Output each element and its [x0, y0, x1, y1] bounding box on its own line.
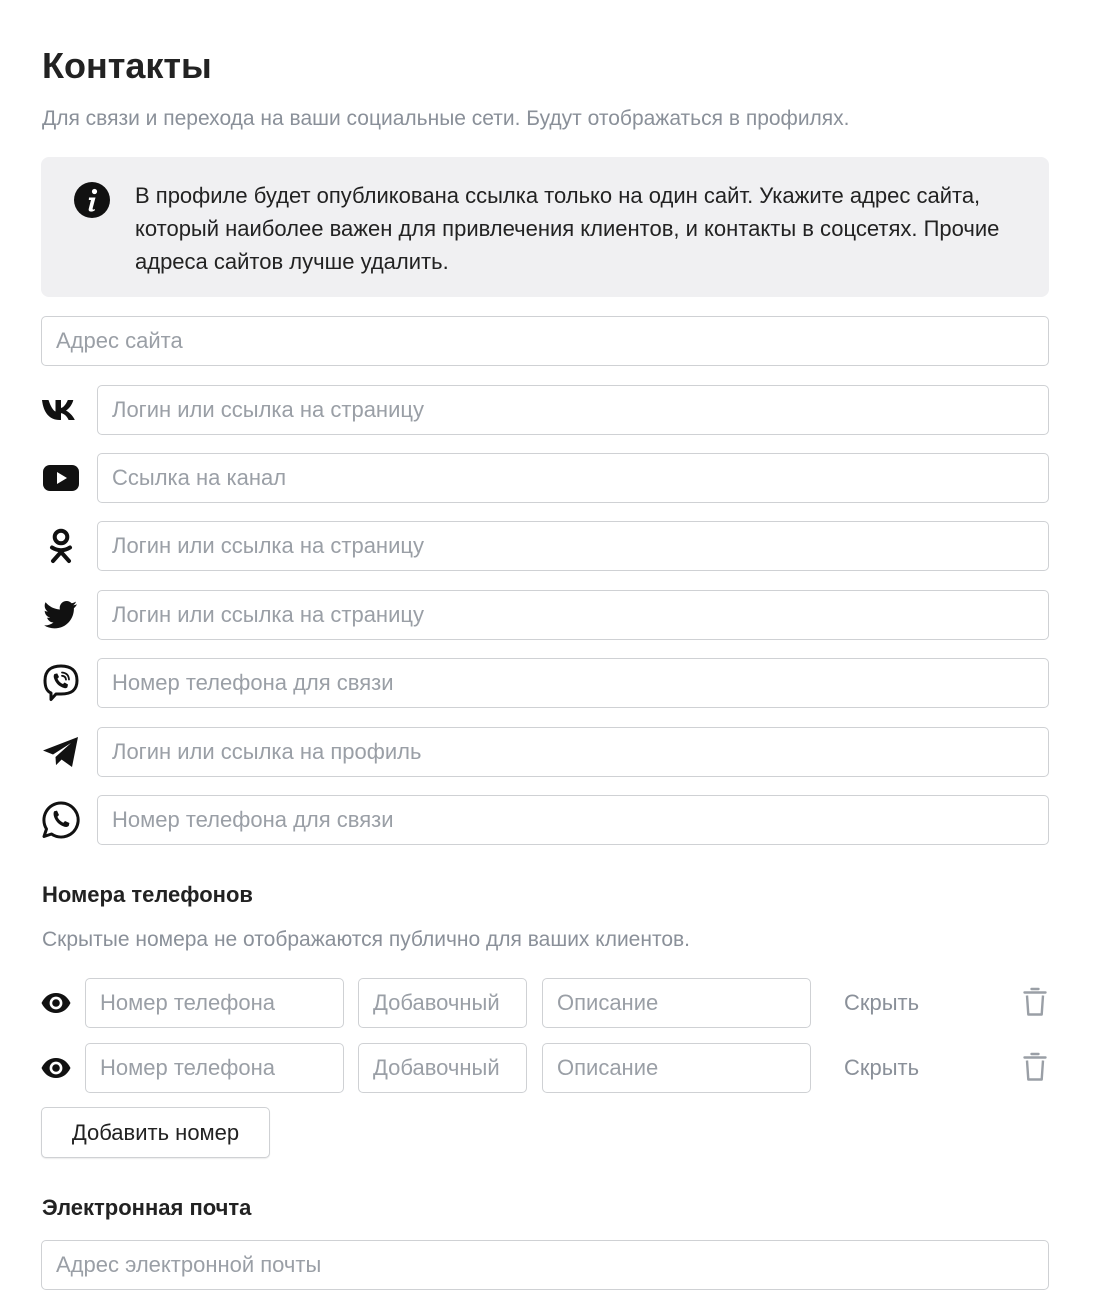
whatsapp-input[interactable] [97, 795, 1049, 845]
telegram-icon [40, 731, 82, 773]
phone-description-input[interactable] [542, 1043, 811, 1093]
vk-icon [40, 389, 82, 431]
whatsapp-icon [40, 799, 82, 841]
phone-extension-input[interactable] [358, 1043, 527, 1093]
eye-icon[interactable] [38, 1050, 74, 1086]
twitter-input[interactable] [97, 590, 1049, 640]
page-subtitle: Для связи и перехода на ваши социальные сети. Будут отображаться в профилях. [42, 107, 850, 130]
phone-extension-input[interactable] [358, 978, 527, 1028]
hide-phone-link[interactable]: Скрыть [844, 1055, 920, 1080]
phone-description-input[interactable] [542, 978, 811, 1028]
info-icon [74, 182, 110, 218]
page-title: Контакты [42, 45, 212, 86]
odnoklassniki-input[interactable] [97, 521, 1049, 571]
phones-section-subtitle: Скрытые номера не отображаются публично для ваших клиентов. [42, 928, 691, 951]
phones-section-title: Номера телефонов [42, 882, 253, 907]
phone-number-input[interactable] [85, 978, 344, 1028]
email-section-title: Электронная почта [42, 1195, 252, 1220]
trash-icon[interactable] [1018, 982, 1052, 1022]
hide-phone-link[interactable]: Скрыть [844, 990, 920, 1015]
telegram-input[interactable] [97, 727, 1049, 777]
info-notice [41, 157, 1049, 297]
eye-icon[interactable] [38, 985, 74, 1021]
vk-input[interactable] [97, 385, 1049, 435]
email-input[interactable] [41, 1240, 1049, 1290]
notice-text: В профиле будет опубликована ссылка только на один сайт. Укажите адрес сайта, который наиболее важен для привлечения клиентов, и контакты в соцсетях. Прочие адреса сайтов лучше удалить. [135, 183, 1000, 274]
website-input[interactable] [41, 316, 1049, 366]
phone-number-input[interactable] [85, 1043, 344, 1093]
trash-icon[interactable] [1018, 1047, 1052, 1087]
youtube-icon [40, 457, 82, 499]
odnoklassniki-icon [40, 526, 82, 568]
twitter-icon [40, 594, 82, 636]
youtube-input[interactable] [97, 453, 1049, 503]
viber-icon [40, 662, 82, 704]
viber-input[interactable] [97, 658, 1049, 708]
add-phone-button[interactable]: Добавить номер [41, 1107, 270, 1158]
